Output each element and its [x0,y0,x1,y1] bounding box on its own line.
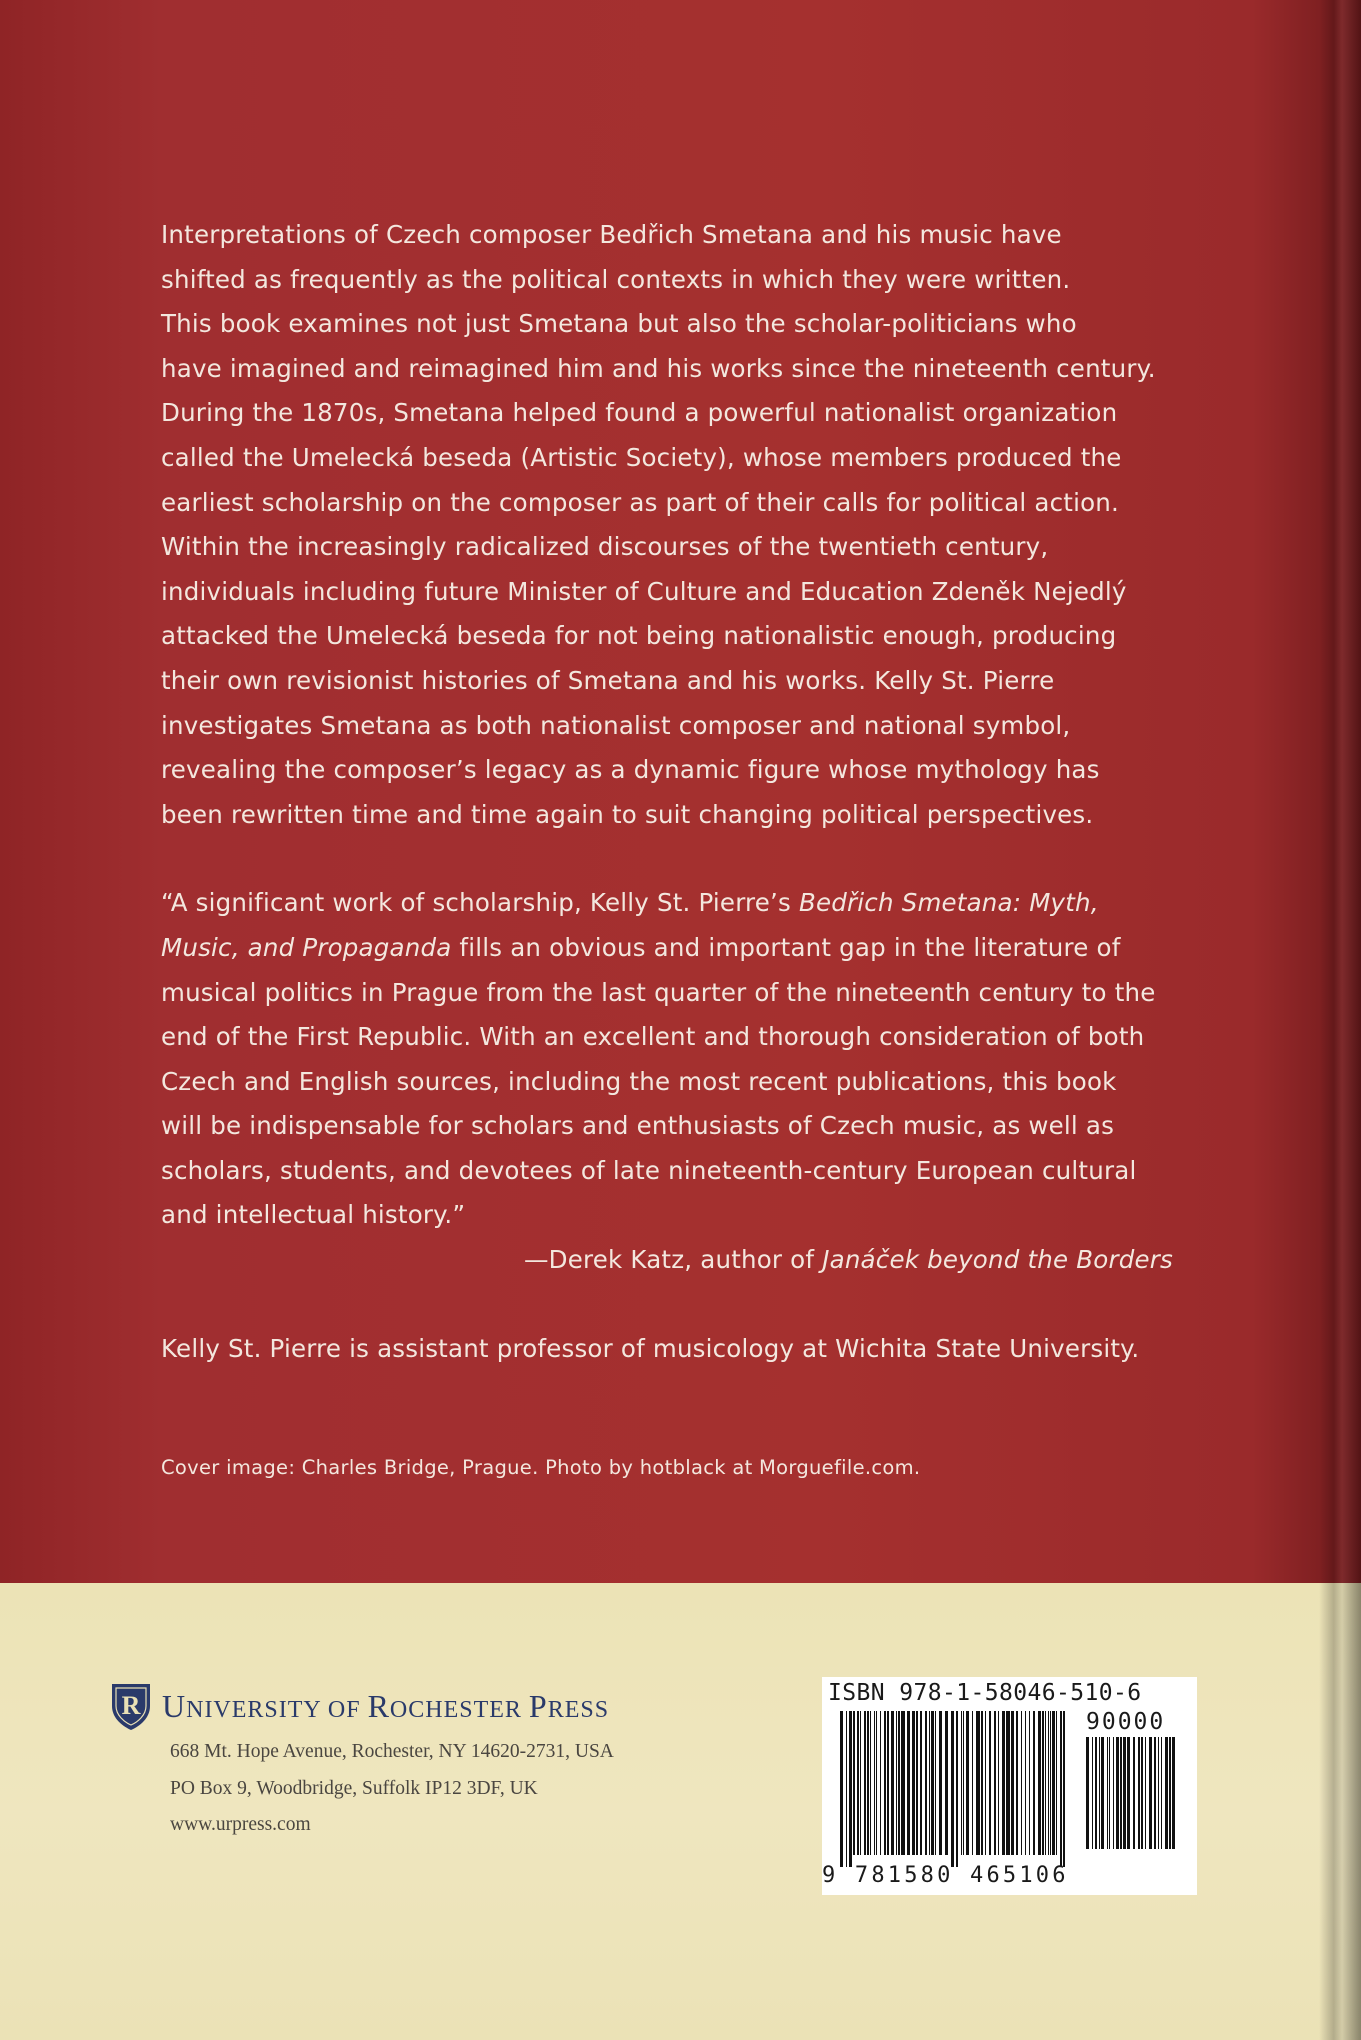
barcode-bar [972,1711,973,1855]
quote-line: musical politics in Prague from the last quarter of the nineteenth century to the [161,977,1156,1007]
barcode-bar [846,1711,847,1867]
barcode-bar [994,1711,996,1855]
quote-line-text: fills an obvious and important gap in the literature of [451,932,1121,962]
quote-line [161,881,1191,926]
barcode-bar [887,1711,889,1855]
barcode-bar [976,1711,980,1855]
barcode-bar [864,1711,866,1855]
barcode-bar [1172,1737,1175,1849]
publisher-address [170,1734,614,1844]
isbn-number: ISBN 978-1-58046-510-6 [828,1680,1142,1706]
barcode-bar [853,1711,855,1855]
barcode-bar [1138,1737,1140,1849]
barcode-bar [961,1711,962,1855]
barcode-bar [1141,1737,1143,1849]
barcode-bar [1025,1711,1026,1855]
barcode-bar [963,1711,964,1855]
barcode-bar [1158,1737,1159,1849]
barcode-bar [945,1711,948,1855]
barcode-bar [981,1711,983,1855]
barcode-bar [1095,1737,1097,1849]
cover-right-edge [1319,0,1361,2040]
publisher-name-smallcaps: OCHESTER [389,1697,529,1723]
barcode-bar [849,1711,852,1867]
barcode-bar [1116,1737,1119,1849]
publisher-name-smallcaps: NIVERSITY OF [186,1697,368,1723]
barcode-bar [901,1711,905,1855]
barcode-bar [1123,1737,1126,1849]
author-bio: Kelly St. Pierre is assistant professor of musicology at Wichita State University. [161,1333,1140,1363]
barcode-bar [867,1711,869,1855]
quote-line: will be indispensable for scholars and enthusiasts of Czech music, as well as [161,1111,1115,1141]
barcode-bar [1033,1711,1035,1855]
barcode-bar [951,1711,954,1867]
barcode-bar [1161,1737,1162,1849]
blurb-line: attacked the Umelecká beseda for not being nationalistic enough, producing [161,621,1117,651]
address-line: PO Box 9, Woodbridge, Suffolk IP12 3DF, UK [170,1777,538,1799]
blurb-line: earliest scholarship on the composer as part of their calls for political action. [161,487,1120,517]
blurb-line: This book examines not just Smetana but also the scholar-politicians who [161,309,1077,339]
barcode-bar [1050,1711,1051,1855]
barcode-bar [1038,1711,1041,1855]
barcode-bar [1002,1711,1005,1855]
ean-barcode-icon [838,1711,1074,1867]
barcode-bar [1154,1737,1156,1849]
barcode-bar [929,1711,930,1855]
blurb-line: revealing the composer’s legacy as a dynamic figure whose mythology has [161,755,1100,785]
barcode-bar [966,1711,969,1855]
barcode-bar [1113,1737,1114,1849]
barcode-bar [989,1711,991,1855]
endorsement-quote [161,881,1191,1282]
barcode-bar [1092,1737,1093,1849]
blurb-line: been rewritten time and time again to suit changing political perspectives. [161,799,1094,829]
quote-attribution [161,1238,1191,1283]
barcode-bar [1011,1711,1014,1855]
barcode-bar [1107,1737,1108,1849]
barcode-bar [939,1711,942,1855]
barcode-bar [1006,1711,1010,1855]
barcode-bar [896,1711,897,1855]
quote-line: scholars, students, and devotees of late nineteenth-century European cultural [161,1155,1137,1185]
barcode-digits: 9 781580 465106 [822,1863,1069,1888]
barcode-bar [1101,1737,1104,1849]
blurb-line: called the Umelecká beseda (Artistic Society), whose members produced the [161,442,1122,472]
isbn-barcode-label [822,1677,1197,1895]
blurb-line: Interpretations of Czech composer Bedřich Smetana and his music have [161,220,1062,249]
logo-letter: R [121,1691,141,1720]
barcode-bar [840,1711,843,1867]
barcode-bar [1021,1711,1022,1855]
barcode-bar [870,1711,871,1855]
attribution-author: —Derek Katz, author of [523,1245,823,1275]
barcode-bar [985,1711,986,1855]
barcode-bar [1060,1711,1062,1867]
attribution-book-title: Janáček beyond the Borders [822,1245,1173,1275]
book-blurb [161,213,1191,837]
barcode-bar [956,1711,958,1867]
barcode-bar [935,1711,936,1855]
blurb-line: individuals including future Minister of Culture and Education Zdeněk Nejedlý [161,576,1127,606]
barcode-bar [1042,1711,1044,1855]
barcode-bar [1169,1737,1171,1849]
barcode-bar [1086,1737,1089,1849]
blurb-line: Within the increasingly radicalized discourses of the twentieth century, [161,532,1049,562]
barcode-bar [1099,1737,1100,1849]
blurb-line: During the 1870s, Smetana helped found a powerful nationalist organization [161,398,1118,428]
publisher-name-smallcaps: RESS [547,1697,610,1723]
publisher-name-cap: R [367,1688,390,1724]
quote-line: end of the First Republic. With an excellent and thorough consideration of both [161,1022,1145,1052]
publisher-website: www.urpress.com [170,1814,311,1835]
barcode-bar [1120,1737,1122,1849]
barcode-bar [1133,1737,1135,1849]
publisher-shield-logo-icon [108,1680,154,1732]
barcode-bar [874,1711,875,1855]
quote-line [161,926,1191,971]
barcode-bar [1029,1711,1030,1855]
publisher-name [162,1688,609,1725]
barcode-bar [884,1711,886,1855]
barcode-bar [1063,1711,1065,1867]
barcode-bar [1045,1711,1046,1855]
quote-line: Czech and English sources, including the most recent publications, this book [161,1066,1117,1096]
barcode-bar [898,1711,900,1855]
addon-barcode-icon [1084,1737,1184,1861]
barcode-bar [891,1711,894,1855]
barcode-bar [912,1711,915,1855]
barcode-bar [920,1711,922,1855]
barcode-bar [907,1711,910,1855]
barcode-bar [860,1711,861,1855]
quote-text [161,881,1191,1238]
barcode-bar [1016,1711,1018,1855]
barcode-bar [1149,1737,1152,1849]
blurb-line: shifted as frequently as the political contexts in which they were written. [161,264,1071,294]
barcode-bar [1145,1737,1146,1849]
book-title-italic: Bedřich Smetana: Myth, [799,888,1099,918]
barcode-bar [925,1711,927,1855]
barcode-bar [916,1711,918,1855]
barcode-bar [1056,1711,1057,1855]
blurb-line: investigates Smetana as both nationalist composer and national symbol, [161,710,1071,740]
book-title-italic: Music, and Propaganda [161,932,452,962]
quote-line: and intellectual history.” [161,1200,466,1230]
barcode-bar [1052,1711,1055,1855]
blurb-line: their own revisionist histories of Smetana and his works. Kelly St. Pierre [161,665,1055,695]
blurb-line: have imagined and reimagined him and his works since the nineteenth century. [161,353,1156,383]
barcode-bar [857,1711,859,1855]
barcode-bar [1109,1737,1110,1849]
barcode-bar [1127,1737,1130,1849]
quote-line-text: “A significant work of scholarship, Kelly St. Pierre’s [161,888,799,918]
cover-image-credit: Cover image: Charles Bridge, Prague. Photo by hotblack at Morguefile.com. [161,1456,921,1479]
barcode-bar [1048,1711,1049,1855]
barcode-bar [998,1711,999,1855]
publisher-name-cap: P [528,1688,548,1724]
publisher-name-cap: U [162,1688,187,1724]
price-code: 90000 [1086,1709,1166,1735]
cover-text [161,213,1191,1371]
barcode-bar [931,1711,934,1855]
barcode-bar [1165,1737,1168,1849]
address-line: 668 Mt. Hope Avenue, Rochester, NY 14620-2731, USA [170,1741,614,1762]
barcode-bar [876,1711,877,1855]
barcode-bar [880,1711,881,1855]
